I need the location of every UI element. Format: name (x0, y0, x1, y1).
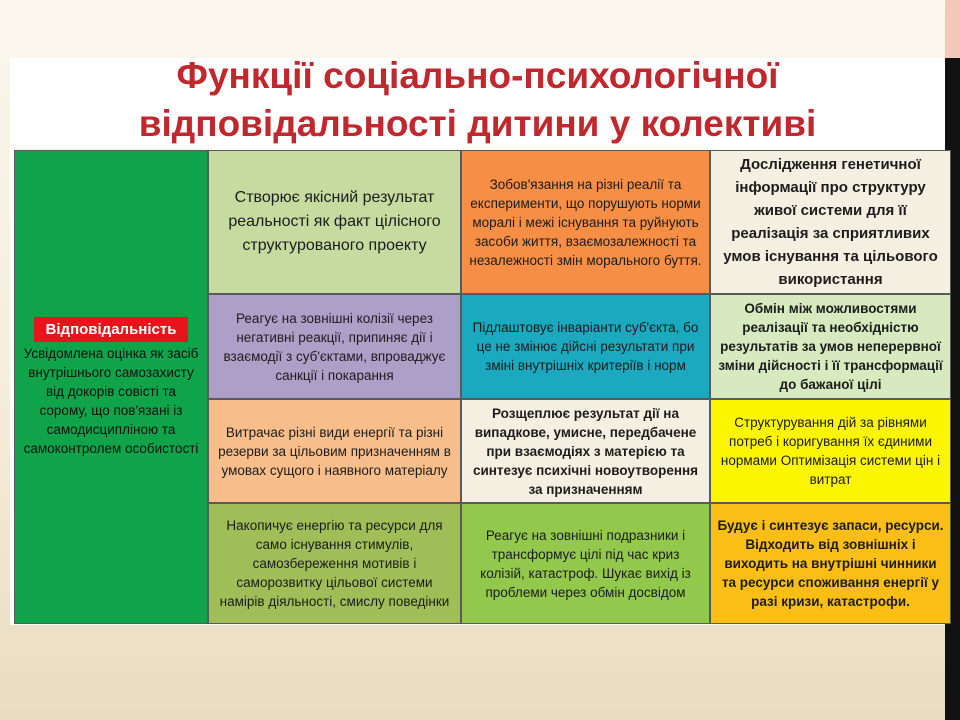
slide-corner-accent (945, 0, 960, 58)
title-line-1: Функції соціально-психологічної (176, 55, 779, 96)
table-cell: Структурування дій за рівнями потреб і коригування їх єдиними нормами Оптимізація системи цін і витрат (710, 399, 951, 503)
table-cell: Реагує на зовнішні колізії через негативні реакції, припиняє дії і взаємодії з суб'єктами, впроваджує санкції і покарання (208, 294, 461, 399)
page-title (10, 52, 945, 148)
table-cell: Накопичує енергію та ресурси для само існування стимулів, самозбереження мотивів і саморозвитку цільової системи намірів діяльності, смислу поведінки (208, 503, 461, 624)
responsibility-description: Усвідомлена оцінка як засіб внутрішнього самозахисту від докорів совісті та сорому, що пов'язані із самодисципліною та самоконтролем особистості (23, 345, 199, 456)
table-cell: Реагує на зовнішні подразники і трансформує цілі під час криз колізій, катастроф. Шукає вихід із проблеми через обмін досвідом (461, 503, 710, 624)
table-cell: Створює якісний результат реальності як факт цілісного структурованого проекту (208, 150, 461, 294)
table-cell: Обмін між можливостями реалізації та необхідністю результатів за умов неперервної зміни дійсності і її трансформації до бажаної цілі (710, 294, 951, 399)
table-cell: Підлаштовує інваріанти суб'єкта, бо це не змінює дійсні результати при зміні внутрішніх критеріїв і норм (461, 294, 710, 399)
responsibility-label: Відповідальність (34, 317, 189, 342)
functions-table (14, 150, 951, 624)
table-cell: Розщеплює результат дії на випадкове, умисне, передбачене при взаємодіях з матерією та синтезує психічні новоутворення за призначенням (461, 399, 710, 503)
table-cell: Зобов'язання на різні реалії та експерименти, що порушують норми моралі і межі існування та руйнують засоби життя, взаємозалежності та незалежності змін морального буття. (461, 150, 710, 294)
table-cell: Будує і синтезує запаси, ресурси. Відходить від зовнішніх і виходить на внутрішні чинники та ресурси споживання енергії у разі кризи, катастрофи. (710, 503, 951, 624)
table-cell: Витрачає різні види енергії та різні резерви за цільовим призначенням в умовах сущого і наявного матеріалу (208, 399, 461, 503)
title-line-2: відповідальності дитини у колективі (138, 103, 817, 144)
table-cell: Дослідження генетичної інформації про структуру живої системи для її реалізація за сприятливих умов існування та цільового використання (710, 150, 951, 294)
responsibility-cell (14, 150, 208, 624)
